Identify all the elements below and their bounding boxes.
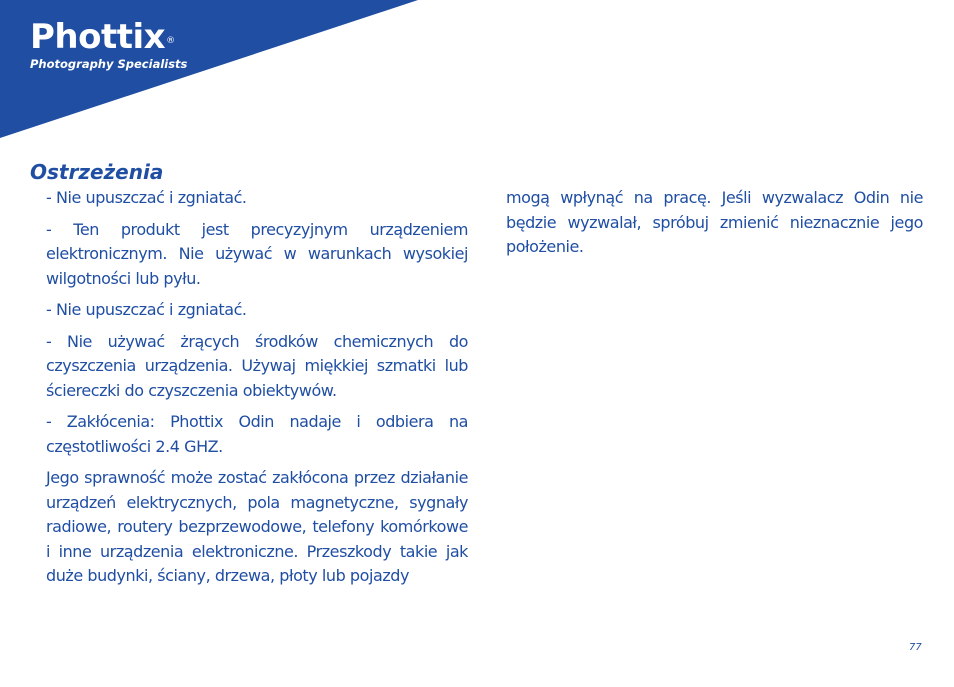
brand-logo xyxy=(30,18,187,71)
paragraph: - Nie używać żrących środków chemicznych do czyszczenia urządzenia. Używaj miękkiej szmatki lub ściereczki do czyszczenia obiektywów. xyxy=(46,331,468,400)
paragraph: Jego sprawność może zostać zakłócona przez działanie urządzeń elektrycznych, pola magnetyczne, sygnały radiowe, routery bezprzewodowe, telefony komórkowe i inne urządzenia elektroniczne. Przeszkody takie jak duże budynki, ściany, drzewa, płoty lub pojazdy xyxy=(46,468,468,585)
paragraph: - Ten produkt jest precyzyjnym urządzeniem elektronicznym. Nie używać w warunkach wysokiej wilgotności lub pyłu. xyxy=(46,219,468,288)
right-column xyxy=(506,186,923,267)
brand-wordmark xyxy=(30,18,187,56)
left-column xyxy=(46,186,468,596)
brand-tagline: Photography Specialists xyxy=(30,57,188,71)
section-heading: Ostrzeżenia xyxy=(30,160,164,184)
brand-name: Phottix xyxy=(30,17,166,57)
page-number: 77 xyxy=(909,642,922,653)
paragraph: mogą wpłynąć na pracę. Jeśli wyzwalacz Odin nie będzie wyzwalał, spróbuj zmienić nieznacznie jego położenie. xyxy=(506,188,923,256)
paragraph: - Nie upuszczać i zgniatać. xyxy=(46,300,247,319)
paragraph: - Nie upuszczać i zgniatać. xyxy=(46,188,247,207)
registered-mark: ® xyxy=(166,36,175,46)
paragraph: - Zakłócenia: Phottix Odin nadaje i odbiera na częstotliwości 2.4 GHZ. xyxy=(46,412,468,456)
